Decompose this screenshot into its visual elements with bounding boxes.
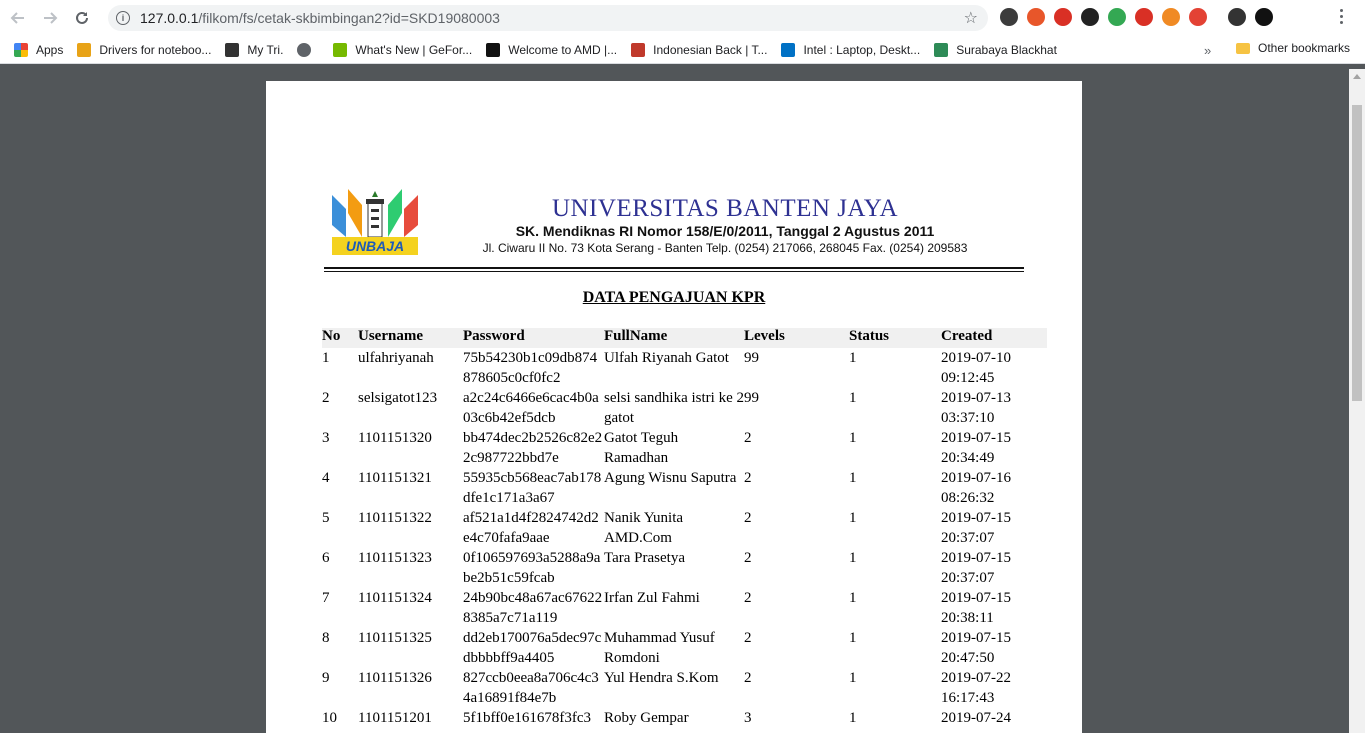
university-name: UNIVERSITAS BANTEN JAYA	[551, 195, 899, 222]
cell-status: 1	[849, 350, 857, 366]
cell-levels: 2	[744, 550, 752, 566]
back-button[interactable]	[4, 4, 32, 32]
cell-username: 1101151325	[358, 630, 432, 646]
decree-line: SK. Mendiknas RI Nomor 158/E/0/2011, Tanggal 2 Agustus 2011	[515, 223, 935, 239]
extension-icon[interactable]	[1027, 8, 1045, 26]
cell-no: 5	[322, 510, 330, 526]
cell-status: 1	[849, 710, 857, 726]
cell-levels: 99	[744, 390, 759, 406]
cell-levels: 2	[744, 510, 752, 526]
cell-created: 2019-07-13 03:37:10	[941, 390, 1011, 426]
scroll-thumb[interactable]	[1352, 105, 1362, 401]
col-levels: Levels	[744, 328, 785, 344]
cell-username: 1101151322	[358, 510, 432, 526]
col-username: Username	[358, 328, 423, 344]
cell-username: ulfahriyanah	[358, 350, 434, 366]
cell-username: 1101151320	[358, 430, 432, 446]
arrow-right-icon	[41, 9, 59, 27]
cell-password: dd2eb170076a5dec97cdbbbbff9a4405	[463, 630, 602, 666]
extension-icon[interactable]	[1054, 8, 1072, 26]
extension-icon[interactable]	[1081, 8, 1099, 26]
col-password: Password	[463, 328, 525, 344]
extensions-bar	[1000, 8, 1273, 26]
extension-icon[interactable]	[1255, 8, 1273, 26]
bookmark-favicon-icon	[486, 43, 500, 57]
cell-no: 10	[322, 710, 337, 726]
extension-icon[interactable]	[1162, 8, 1180, 26]
cell-created: 2019-07-15 20:37:07	[941, 510, 1011, 546]
apps-icon	[14, 43, 28, 57]
cell-username: 1101151323	[358, 550, 432, 566]
cell-created: 2019-07-15 20:34:49	[941, 430, 1011, 466]
bookmark-favicon-icon	[631, 43, 645, 57]
cell-password: af521a1d4f2824742d2e4c70fafa9aae	[463, 510, 599, 546]
extension-icon[interactable]	[1228, 8, 1246, 26]
page	[266, 81, 1082, 733]
table-row	[322, 468, 1047, 508]
cell-password: 5f1bff0e161678f3fc3	[463, 710, 592, 726]
bookmark-favicon-icon	[297, 43, 311, 57]
cell-levels: 2	[744, 590, 752, 606]
bookmark-item[interactable]	[486, 43, 617, 57]
cell-username: 1101151201	[358, 710, 432, 726]
site-info-icon[interactable]: i	[116, 11, 130, 25]
cell-levels: 3	[744, 710, 752, 726]
cell-fullname: Irfan Zul Fahmi	[604, 590, 700, 606]
cell-password: 24b90bc48a67ac676228385a7c71a119	[463, 590, 603, 626]
cell-fullname: Muhammad Yusuf Romdoni	[604, 630, 715, 666]
data-table	[322, 328, 1047, 728]
bookmark-favicon-icon	[333, 43, 347, 57]
bookmark-item[interactable]	[631, 43, 767, 57]
bookmark-item[interactable]	[297, 43, 319, 57]
cell-password: 0f106597693a5288a9abe2b51c59fcab	[463, 550, 601, 586]
cell-status: 1	[849, 510, 857, 526]
cell-created: 2019-07-15 20:47:50	[941, 630, 1011, 666]
address-bar[interactable]	[108, 5, 988, 31]
bookmark-item[interactable]	[77, 43, 211, 57]
reload-button[interactable]	[68, 4, 96, 32]
cell-status: 1	[849, 390, 857, 406]
cell-levels: 2	[744, 670, 752, 686]
cell-password: 75b54230b1c09db874878605c0cf0fc2	[463, 350, 598, 386]
table-row	[322, 508, 1047, 548]
col-status: Status	[849, 328, 890, 344]
folder-icon	[1236, 43, 1250, 54]
cell-password: bb474dec2b2526c82e22c987722bbd7e	[463, 430, 603, 466]
bookmark-favicon-icon	[934, 43, 948, 57]
bookmark-label: What's New | GeFor...	[355, 42, 473, 57]
other-bookmarks[interactable]	[1236, 41, 1350, 55]
cell-fullname: Gatot Teguh Ramadhan	[604, 430, 679, 466]
table-row	[322, 348, 1047, 388]
col-created: Created	[941, 328, 993, 344]
other-bookmarks-label: Other bookmarks	[1258, 41, 1351, 55]
bookmarks-bar	[0, 36, 1365, 64]
cell-created: 2019-07-10 09:12:45	[941, 350, 1011, 386]
scroll-up-icon[interactable]	[1353, 74, 1361, 79]
header-rule-thin	[324, 271, 1024, 272]
extension-icon[interactable]	[1189, 8, 1207, 26]
bookmark-label: Apps	[36, 42, 64, 57]
cell-no: 9	[322, 670, 330, 686]
extension-icon[interactable]	[1135, 8, 1153, 26]
bookmark-item[interactable]	[781, 43, 920, 57]
cell-levels: 2	[744, 470, 752, 486]
cell-fullname: Roby Gempar	[604, 710, 689, 726]
cell-levels: 99	[744, 350, 759, 366]
forward-button[interactable]	[36, 4, 64, 32]
reload-icon	[73, 9, 91, 27]
cell-password: 55935cb568eac7ab178dfe1c171a3a67	[463, 470, 602, 506]
cell-created: 2019-07-15 20:38:11	[941, 590, 1011, 626]
table-row	[322, 708, 1047, 728]
cell-username: 1101151321	[358, 470, 432, 486]
cell-status: 1	[849, 430, 857, 446]
table-header-row	[322, 328, 1047, 348]
table-row	[322, 548, 1047, 588]
cell-status: 1	[849, 590, 857, 606]
bookmark-item[interactable]	[14, 43, 63, 57]
bookmark-label: Drivers for noteboo...	[99, 42, 212, 57]
cell-created: 2019-07-16 08:26:32	[941, 470, 1011, 506]
table-row	[322, 428, 1047, 468]
bookmark-star-icon[interactable]: ☆	[963, 10, 978, 27]
more-bookmarks-button[interactable]: »	[1204, 43, 1212, 58]
url-path: /filkom/fs/cetak-skbimbingan2?id=SKD19080003	[198, 10, 500, 26]
bookmark-label: Intel : Laptop, Deskt...	[803, 42, 921, 57]
cell-password: a2c24c6466e6cac4b0a03c6b42ef5dcb	[463, 390, 599, 426]
cell-password: 827ccb0eea8a706c4c34a16891f84e7b	[463, 670, 599, 706]
browser-menu-icon[interactable]	[1340, 9, 1344, 27]
table-row	[322, 628, 1047, 668]
col-no: No	[322, 328, 341, 344]
cell-username: selsigatot123	[358, 390, 438, 406]
url-text[interactable]	[140, 10, 500, 26]
bookmark-label: My Tri.	[247, 42, 284, 57]
cell-no: 4	[322, 470, 330, 486]
table-row	[322, 668, 1047, 708]
cell-status: 1	[849, 670, 857, 686]
cell-no: 6	[322, 550, 330, 566]
cell-no: 1	[322, 350, 330, 366]
bookmark-item[interactable]	[934, 43, 1057, 57]
extension-icon[interactable]	[1000, 8, 1018, 26]
cell-fullname: Nanik Yunita AMD.Com	[604, 510, 684, 546]
cell-no: 2	[322, 390, 330, 406]
bookmark-label: Welcome to AMD |...	[508, 42, 618, 57]
bookmark-label: Indonesian Back | T...	[653, 42, 768, 57]
cell-levels: 2	[744, 430, 752, 446]
col-fullname: FullName	[604, 328, 668, 344]
cell-created: 2019-07-22 16:17:43	[941, 670, 1011, 706]
bookmark-label: Surabaya Blackhat	[956, 42, 1057, 57]
cell-status: 1	[849, 550, 857, 566]
bookmark-favicon-icon	[77, 43, 91, 57]
extension-icon[interactable]	[1108, 8, 1126, 26]
cell-status: 1	[849, 470, 857, 486]
cell-fullname: Ulfah Riyanah Gatot	[604, 350, 729, 366]
cell-fullname: Yul Hendra S.Kom	[604, 670, 719, 686]
document-title: DATA PENGAJUAN KPR	[582, 289, 766, 306]
bookmark-item[interactable]	[333, 43, 472, 57]
cell-no: 7	[322, 590, 330, 606]
bookmark-item[interactable]	[225, 43, 283, 57]
arrow-left-icon	[9, 9, 27, 27]
cell-fullname: Agung Wisnu Saputra	[604, 470, 737, 486]
pdf-viewer	[0, 69, 1349, 733]
cell-levels: 2	[744, 630, 752, 646]
table-row	[322, 588, 1047, 628]
cell-username: 1101151326	[358, 670, 432, 686]
cell-created: 2019-07-15 20:37:07	[941, 550, 1011, 586]
address-line: Jl. Ciwaru II No. 73 Kota Serang - Banten Telp. (0254) 217066, 268045 Fax. (0254) 209583	[482, 241, 968, 255]
url-host: 127.0.0.1	[140, 10, 199, 26]
cell-no: 8	[322, 630, 330, 646]
header-rule	[324, 267, 1024, 269]
cell-fullname: selsi sandhika istri ke 2 gatot	[604, 390, 744, 426]
bookmark-favicon-icon	[225, 43, 239, 57]
vertical-scrollbar[interactable]	[1349, 69, 1365, 733]
letterhead	[324, 185, 1026, 259]
cell-username: 1101151324	[358, 590, 432, 606]
cell-no: 3	[322, 430, 330, 446]
cell-fullname: Tara Prasetya	[604, 550, 685, 566]
bookmark-favicon-icon	[781, 43, 795, 57]
cell-status: 1	[849, 630, 857, 646]
svg-text:UNBAJA: UNBAJA	[345, 238, 405, 254]
table-row	[322, 388, 1047, 428]
cell-created: 2019-07-24	[941, 710, 1011, 726]
